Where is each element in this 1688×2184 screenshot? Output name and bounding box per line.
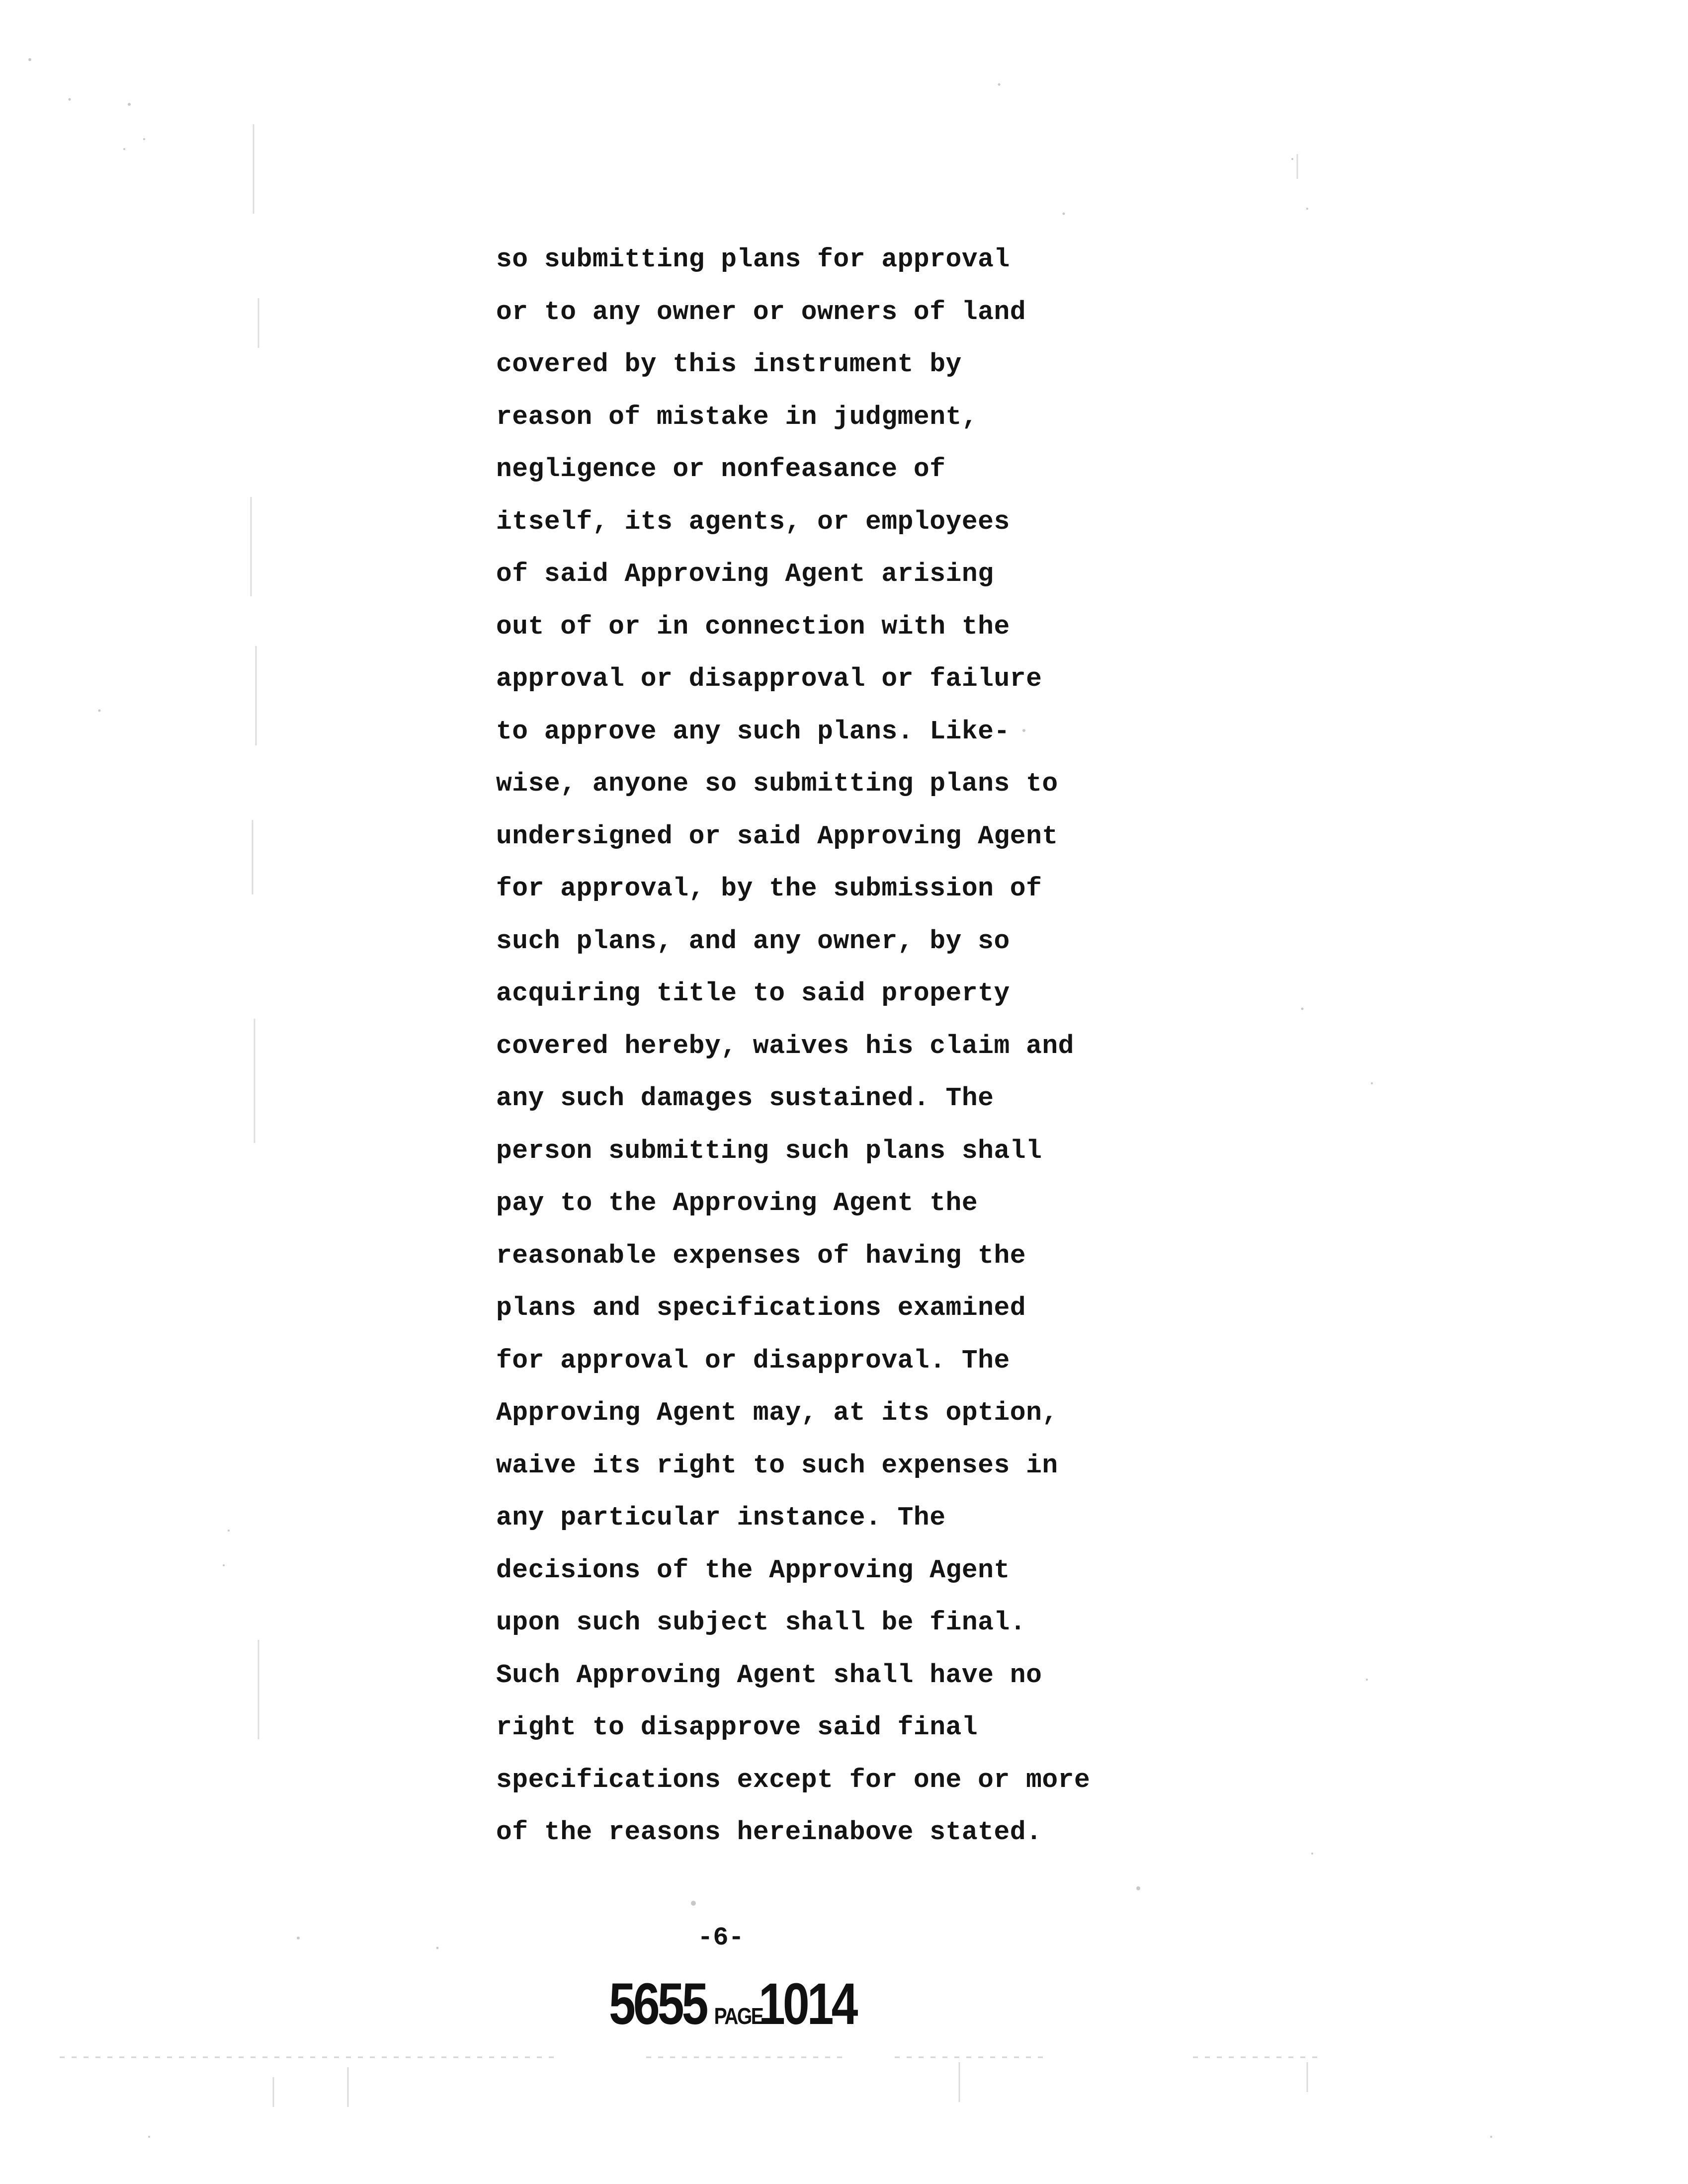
- text-line: out of or in connection with the: [496, 611, 1010, 642]
- text-line: acquiring title to said property: [496, 978, 1010, 1008]
- text-line: reasonable expenses of having the: [496, 1240, 1026, 1271]
- text-line: plans and specifications examined: [496, 1293, 1026, 1323]
- body-text: [496, 234, 1192, 1859]
- text-line: right to disapprove said final: [496, 1712, 978, 1742]
- text-line: approval or disapproval or failure: [496, 664, 1042, 694]
- text-line: person submitting such plans shall: [496, 1135, 1042, 1166]
- text-line: for approval, by the submission of: [496, 874, 1042, 903]
- text-line: specifications except for one or more: [496, 1765, 1091, 1795]
- text-line: Such Approving Agent shall have no: [496, 1660, 1042, 1690]
- text-line: upon such subject shall be final.: [496, 1608, 1026, 1637]
- text-line: or to any owner or owners of land: [496, 297, 1026, 327]
- text-line: covered hereby, waives his claim and: [496, 1031, 1074, 1061]
- text-line: negligence or nonfeasance of: [496, 454, 946, 484]
- text-line: of the reasons hereinabove stated.: [496, 1817, 1042, 1847]
- stamp-page-label: PAGE: [714, 2003, 762, 2029]
- text-line: itself, its agents, or employees: [496, 506, 1010, 537]
- text-line: such plans, and any owner, by so: [496, 926, 1010, 956]
- text-line: covered by this instrument by: [496, 349, 962, 379]
- text-line: reason of mistake in judgment,: [496, 402, 978, 432]
- text-line: so submitting plans for approval: [496, 244, 1010, 274]
- stamp-book-number: 5655: [609, 1971, 706, 2037]
- text-line: wise, anyone so submitting plans to: [496, 769, 1058, 799]
- text-line: of said Approving Agent arising: [496, 559, 994, 589]
- stamp-page-number: 1014: [759, 1971, 856, 2037]
- text-line: undersigned or said Approving Agent: [496, 821, 1058, 851]
- text-line: pay to the Approving Agent the: [496, 1188, 978, 1218]
- text-line: to approve any such plans. Like-: [496, 716, 1010, 746]
- text-line: any particular instance. The: [496, 1503, 946, 1533]
- page-number: -6-: [697, 1923, 744, 1952]
- text-line: Approving Agent may, at its option,: [496, 1398, 1058, 1428]
- text-line: decisions of the Approving Agent: [496, 1555, 1010, 1585]
- text-line: for approval or disapproval. The: [496, 1345, 1010, 1375]
- text-line: any such damages sustained. The: [496, 1083, 994, 1113]
- text-line: waive its right to such expenses in: [496, 1450, 1058, 1480]
- book-page-stamp: [609, 1970, 877, 2040]
